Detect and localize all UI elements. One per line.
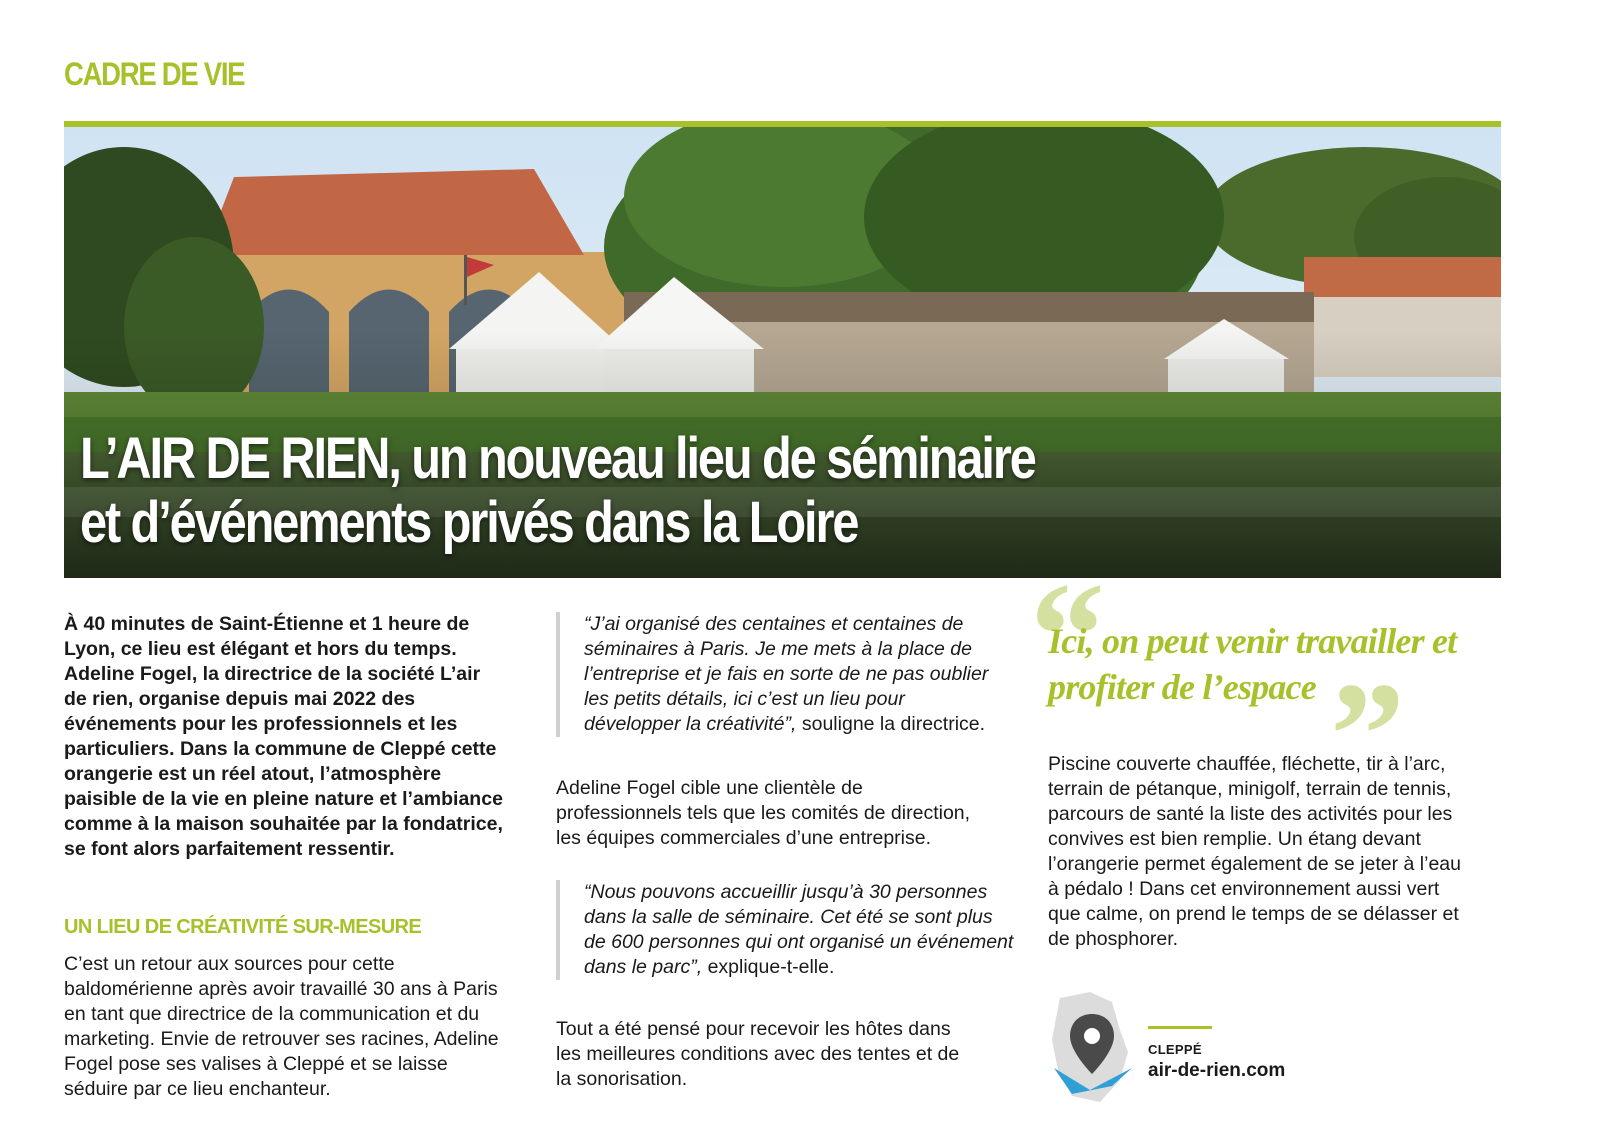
contact-divider <box>1148 1026 1212 1029</box>
open-quote-mark-icon: “ <box>1030 552 1105 718</box>
column2-para1-text: Adeline Fogel cible une clientèle de professionnels tels que les comités de direction, les équipes commerciales d’une entreprise. <box>556 777 971 849</box>
quote-block-2 <box>556 880 1014 980</box>
section2-body <box>64 952 514 1102</box>
quote-2-text: “Nous pouvons accueillir jusqu’à 30 personnes dans la salle de séminaire. Cet été se sont plus de 600 personnes qui ont organisé un événement dans le parc”, <box>584 881 1014 978</box>
quote-block-1 <box>556 612 1004 737</box>
column2-paragraph-1 <box>556 776 976 851</box>
hero-image <box>64 127 1501 578</box>
intro-paragraph <box>64 612 504 862</box>
website-link[interactable]: air-de-rien.com <box>1148 1060 1286 1081</box>
contact-city: CLEPPÉ <box>1148 1042 1202 1057</box>
pull-quote: Ici, on peut venir travailler et profiter de l’espace <box>1048 621 1457 707</box>
subheading: UN LIEU DE CRÉATIVITÉ SUR-MESURE <box>64 916 422 938</box>
section-label: CADRE DE VIE <box>64 56 245 92</box>
intro-text: À 40 minutes de Saint-Étienne et 1 heure de Lyon, ce lieu est élégant et hors du temps. Adeline Fogel, la directrice de la société L’air de rien, organise depuis mai 2022 des événements pour les professionnels et les particuliers. Dans la commune de Cleppé cette orangerie est un réel atout, l’atmosphère paisible de la vie en pleine nature et l’ambiance comme à la maison souhaitée par la fondatrice, se font alors parfaitement ressentir. <box>64 613 503 860</box>
headline-line-1: L’AIR DE RIEN, un nouveau lieu de séminaire <box>80 426 1035 491</box>
column3-text: Piscine couverte chauffée, fléchette, tir à l’arc, terrain de pétanque, minigolf, terrain de tennis, parcours de santé la liste des activités pour les convives est bien remplie. Un étang devant l’orangerie permet également de se jeter à l’eau à pédalo ! Dans cet environnement aussi vert que calme, on prend le temps de se délasser et de phosphorer. <box>1048 753 1461 950</box>
headline <box>80 427 1035 555</box>
quote-2-attribution: explique-t-elle. <box>702 956 835 978</box>
quote-1-text: “J’ai organisé des centaines et centaines de séminaires à Paris. Je me mets à la place de l’entreprise et je fais en sorte de ne pas oublier les petits détails, ici c’est un lieu pour développer la créativité”, <box>584 613 989 735</box>
column2-paragraph-2 <box>556 1017 976 1092</box>
map-pin-icon <box>1050 990 1140 1110</box>
close-quote-mark-icon: ” <box>1330 652 1405 818</box>
column3-body <box>1048 752 1468 952</box>
section2-text: C’est un retour aux sources pour cette baldomérienne après avoir travaillé 30 ans à Paris en tant que directrice de la communication et du marketing. Envie de retrouver ses racines, Adeline Fogel pose ses valises à Cleppé et se laisse séduire par ce lieu enchanteur. <box>64 953 499 1100</box>
quote-1-attribution: souligne la directrice. <box>796 713 986 735</box>
headline-line-2: et d’événements privés dans la Loire <box>80 490 858 555</box>
column2-para2-text: Tout a été pensé pour recevoir les hôtes dans les meilleures conditions avec des tentes et de la sonorisation. <box>556 1018 960 1090</box>
